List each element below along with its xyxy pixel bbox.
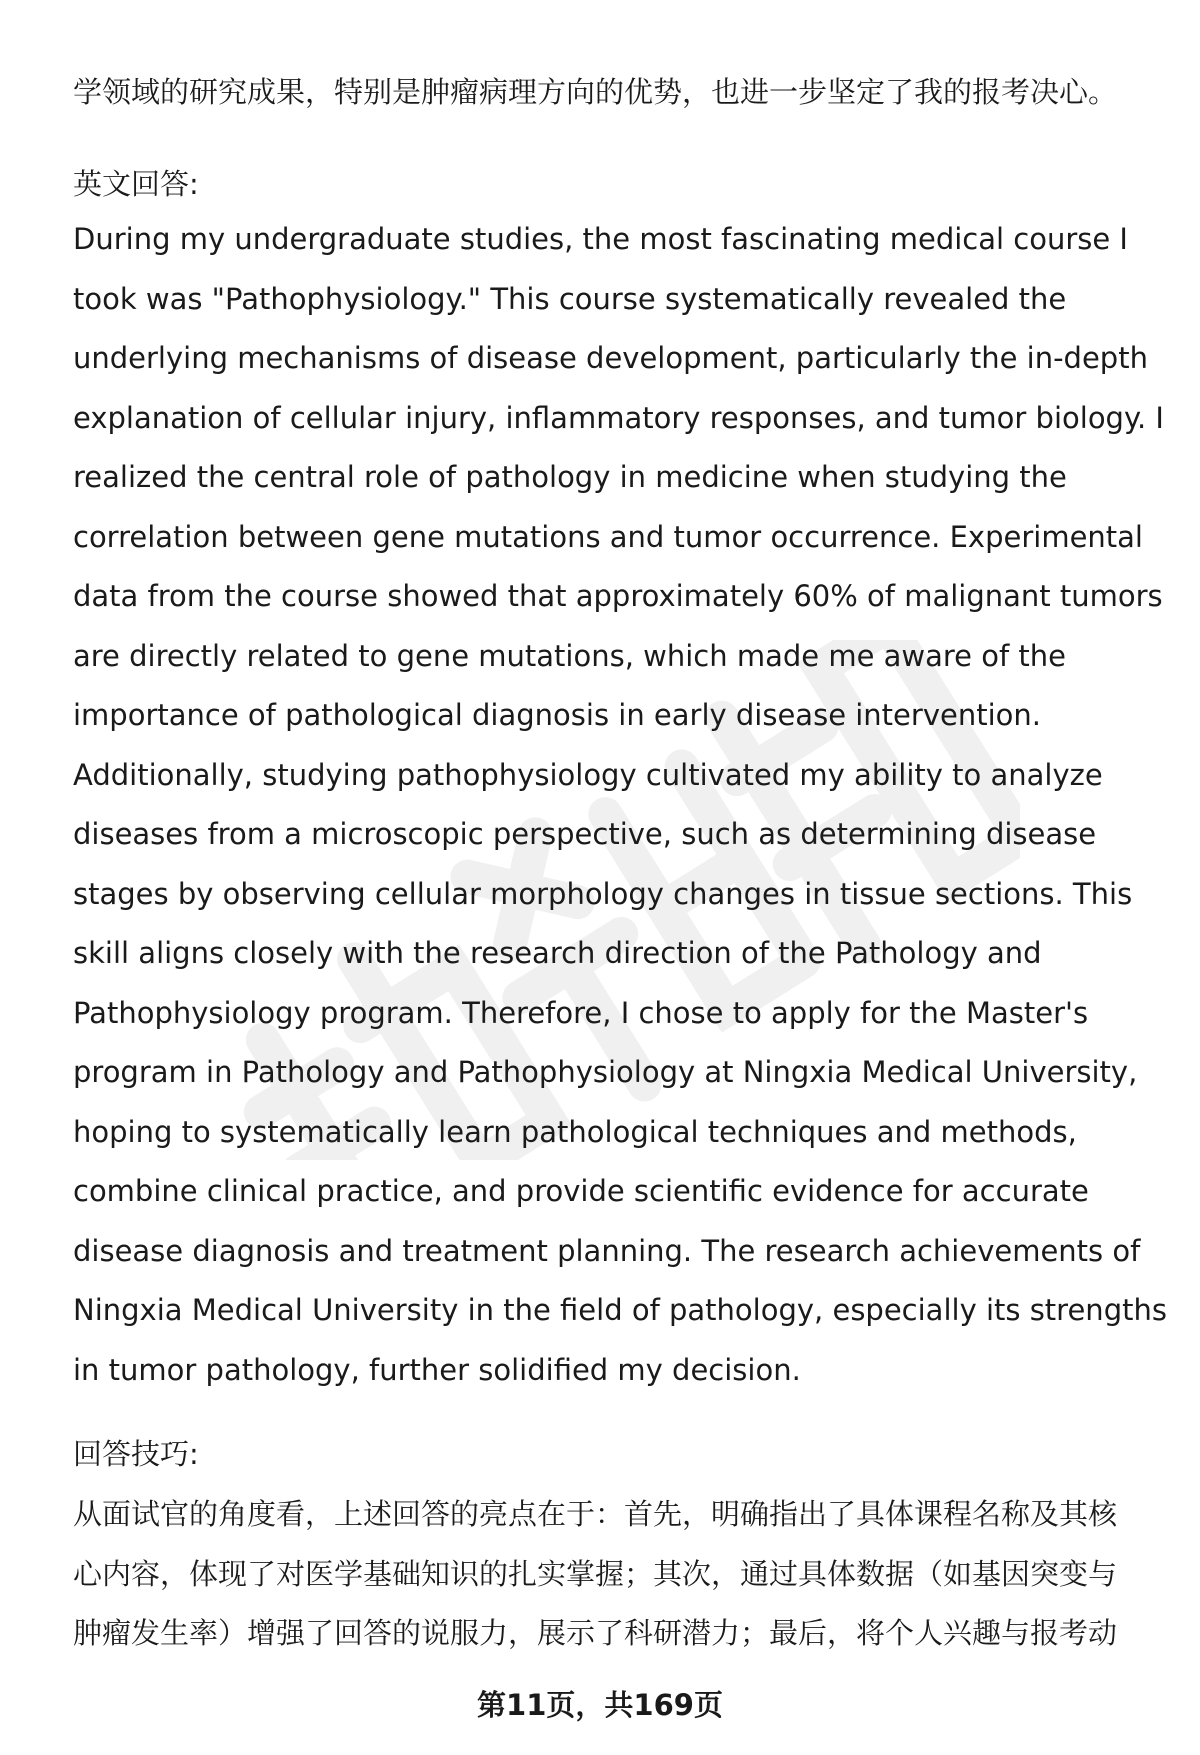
english-answer-heading-text: 英文回答:	[73, 167, 199, 201]
english-answer-line: Pathophysiology program. Therefore, I chose to apply for the Master's	[73, 995, 1089, 1030]
english-answer-line: stages by observing cellular morphology changes in tissue sections. This	[73, 876, 1133, 911]
english-answer-line: in tumor pathology, further solidified my decision.	[73, 1352, 801, 1387]
answer-tips-heading	[73, 1425, 1143, 1485]
english-answer-line: Additionally, studying pathophysiology cultivated my ability to analyze	[73, 757, 1103, 792]
english-answer-line: combine clinical practice, and provide scientific evidence for accurate	[73, 1174, 1089, 1208]
english-answer-line: underlying mechanisms of disease development, particularly the in-depth	[73, 341, 1148, 375]
english-answer-line: diseases from a microscopic perspective, such as determining disease	[73, 817, 1097, 851]
english-answer-line: took was "Pathophysiology." This course systematically revealed the	[73, 281, 1067, 316]
intro-line: 学领域的研究成果，特别是肿瘤病理方向的优势，也进一步坚定了我的报考决心。	[73, 75, 1118, 109]
english-answer-line: are directly related to gene mutations, which made me aware of the	[73, 638, 1067, 673]
english-answer-heading	[73, 155, 1143, 215]
english-answer-line: program in Pathology and Pathophysiology at Ningxia Medical University,	[73, 1055, 1138, 1089]
english-answer-line: correlation between gene mutations and tumor occurrence. Experimental	[73, 519, 1143, 554]
english-answer-line: disease diagnosis and treatment planning. The research achievements of	[73, 1233, 1141, 1268]
english-answer-line: Ningxia Medical University in the field of pathology, especially its strengths	[73, 1293, 1167, 1327]
english-answer-line: importance of pathological diagnosis in early disease intervention.	[73, 698, 1041, 732]
english-answer-line: data from the course showed that approximately 60% of malignant tumors	[73, 579, 1163, 613]
english-answer-line: skill aligns closely with the research direction of the Pathology and	[73, 936, 1042, 970]
answer-tips-heading-text: 回答技巧:	[73, 1437, 199, 1471]
english-answer-line: During my undergraduate studies, the most fascinating medical course I	[73, 222, 1128, 256]
answer-tips-line: 从面试官的角度看，上述回答的亮点在于：首先，明确指出了具体课程名称及其核	[73, 1497, 1118, 1531]
english-answer-line: explanation of cellular injury, inflammatory responses, and tumor biology. I	[73, 400, 1164, 435]
answer-tips-body	[73, 1485, 1143, 1664]
page-number-footer: 第11页，共169页	[477, 1688, 723, 1722]
english-answer-line: hoping to systematically learn pathological techniques and methods,	[73, 1114, 1077, 1149]
answer-tips-line: 心内容，体现了对医学基础知识的扎实掌握；其次，通过具体数据（如基因突变与	[73, 1556, 1118, 1591]
intro-paragraph	[73, 63, 1143, 123]
english-answer-line: realized the central role of pathology in medicine when studying the	[73, 460, 1067, 494]
answer-tips-line: 肿瘤发生率）增强了回答的说服力，展示了科研潜力；最后，将个人兴趣与报考动	[73, 1616, 1118, 1650]
english-answer-body	[73, 210, 1167, 1400]
